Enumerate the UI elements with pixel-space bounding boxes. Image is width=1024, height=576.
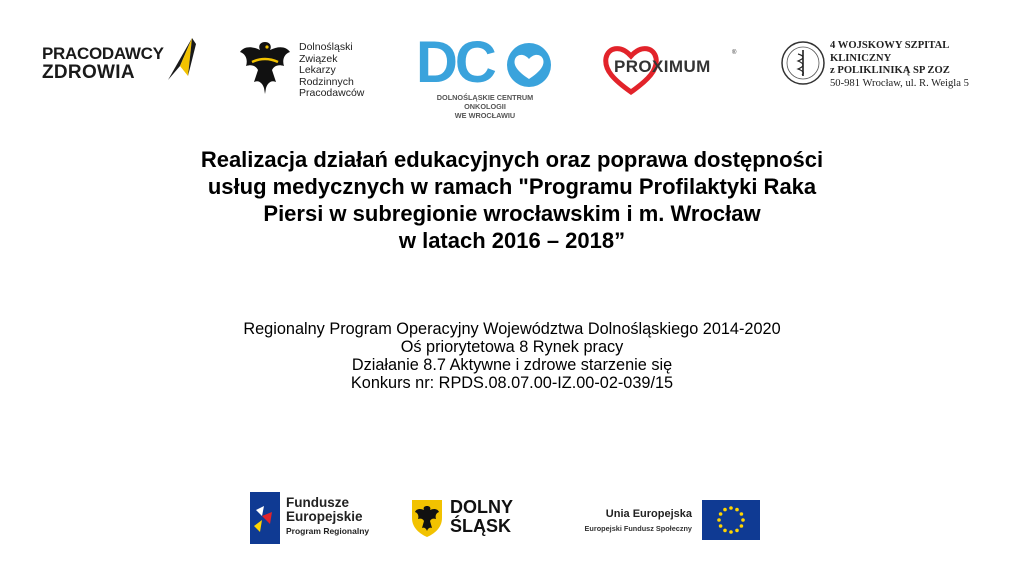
dzl-logo: [238, 38, 378, 98]
ds-line1: DOLNY: [450, 497, 513, 517]
pracodawcy-text: PRACODAWCY: [42, 44, 164, 63]
dco-sub-line: DOLNOŚLĄSKIE CENTRUM ONKOLOGII: [436, 93, 534, 111]
unia-europejska-logo: [568, 500, 768, 544]
program-line: Konkurs nr: RPDS.08.07.00-IZ.00-02-039/15: [350, 374, 674, 392]
pracodawcy-zdrowia-logo: [40, 36, 200, 86]
fundusze-europejskie-logo: [250, 492, 390, 544]
heart-ring-icon: [505, 41, 553, 89]
program-line: Oś priorytetowa 8 Rynek pracy: [400, 338, 624, 356]
title-line: usług medycznych w ramach "Programu Profilaktyki Raka: [207, 174, 817, 199]
ue-line2: Europejski Fundusz Społeczny: [584, 524, 692, 533]
dco-sub-line: WE WROCŁAWIU: [454, 111, 516, 120]
dco-logo: [416, 30, 556, 120]
registered-mark: ®: [732, 50, 737, 56]
shield-eagle-icon: [410, 498, 444, 538]
dzl-line: Związek: [299, 52, 338, 65]
page-title: [112, 146, 912, 254]
caduceus-seal-icon: [780, 40, 826, 86]
program-info: [112, 320, 912, 392]
dzl-line: Dolnośląski: [299, 41, 353, 53]
dolny-slask-logo: [410, 498, 540, 542]
zdrowia-text: ZDROWIA: [42, 62, 135, 83]
szpital-line: KLINICZNY: [830, 52, 892, 64]
dco-letters: DC: [416, 30, 494, 95]
dzl-line: Lekarzy: [299, 64, 336, 77]
szpital-logo: [780, 38, 980, 94]
eu-flag-icon: [702, 500, 760, 540]
szpital-line: z POLIKLINIKĄ SP ZOZ: [830, 65, 950, 76]
dzl-text: [299, 42, 364, 100]
title-line: w latach 2016 – 2018”: [398, 228, 626, 253]
paper-plane-icon: [162, 36, 198, 84]
program-line: Regionalny Program Operacyjny Województwa Dolnośląskiego 2014-2020: [243, 320, 781, 338]
fe-line2: Europejskie: [286, 509, 363, 524]
dzl-line: Rodzinnych: [299, 75, 354, 88]
dzl-line: Pracodawców: [299, 87, 365, 100]
ue-line1: Unia Europejska: [605, 508, 692, 520]
fe-line1: Fundusze: [286, 495, 349, 510]
fe-mark-icon: [250, 492, 280, 544]
fe-line3: Program Regionalny: [286, 526, 370, 536]
program-line: Działanie 8.7 Aktywne i zdrowe starzenie się: [351, 356, 673, 374]
ds-line2: ŚLĄSK: [450, 516, 512, 536]
dco-subtitle: [416, 93, 554, 120]
eagle-icon: [238, 38, 292, 96]
proximum-logo: [600, 42, 740, 96]
title-line: Realizacja działań edukacyjnych oraz poprawa dostępności: [200, 147, 824, 172]
szpital-line: 50-981 Wrocław, ul. R. Weigla 5: [830, 77, 969, 89]
proximum-text: PROXIMUM: [614, 57, 711, 76]
szpital-text: [830, 40, 969, 90]
title-line: Piersi w subregionie wrocławskim i m. Wrocław: [263, 201, 761, 226]
szpital-line: 4 WOJSKOWY SZPITAL: [830, 40, 950, 51]
